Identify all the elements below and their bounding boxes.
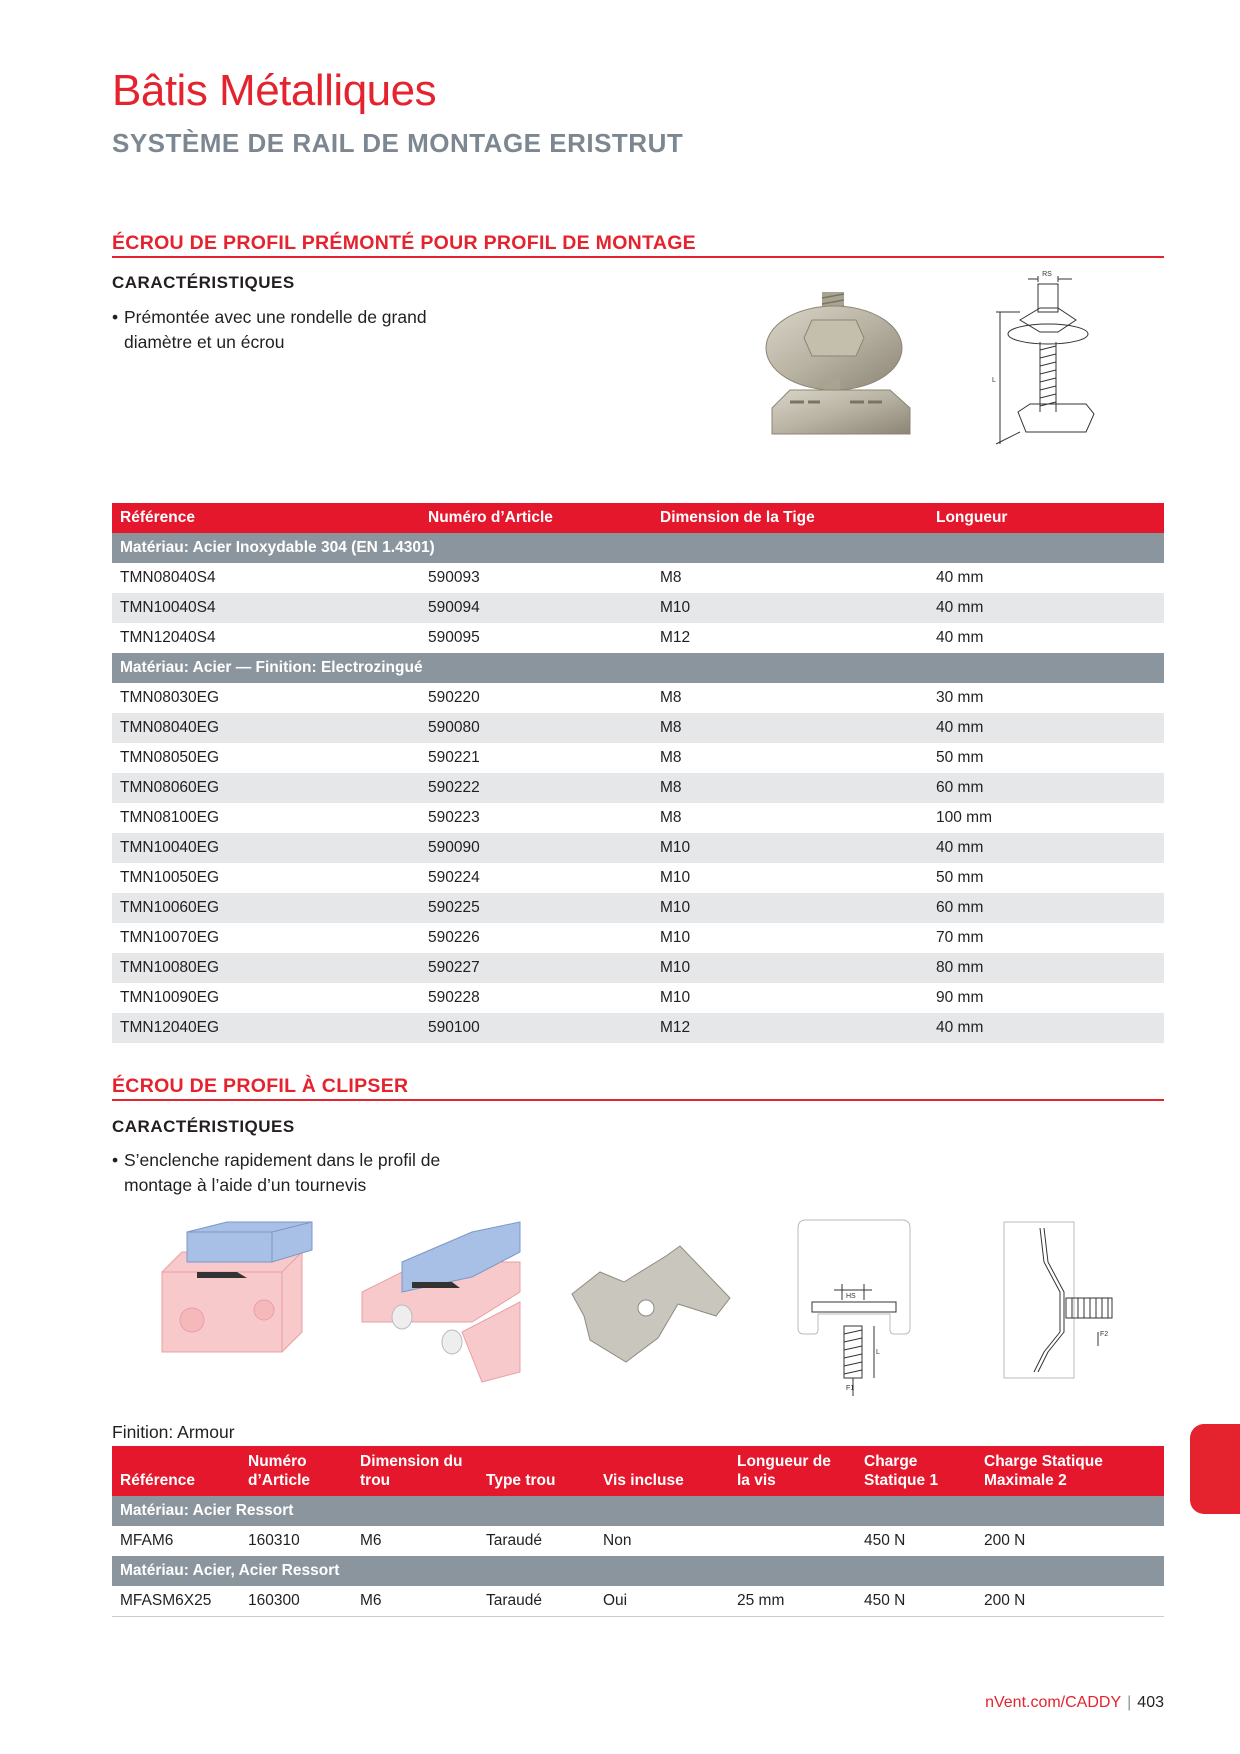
table-cell: MFAM6 bbox=[120, 1532, 174, 1549]
table-cell: TMN10070EG bbox=[120, 929, 220, 946]
table-cell: TMN08050EG bbox=[120, 749, 220, 766]
table-cell: 160310 bbox=[248, 1532, 300, 1549]
table-cell: M8 bbox=[652, 773, 928, 803]
dimension-label-hs: HS bbox=[846, 1293, 856, 1300]
product-table-prem-nut bbox=[112, 503, 1164, 1043]
illustration-clip-nut-on-tray bbox=[362, 1222, 520, 1382]
table-cell: M8 bbox=[660, 689, 682, 706]
page-title: Bâtis Métalliques bbox=[112, 66, 437, 115]
table-cell: M8 bbox=[660, 569, 682, 586]
table-cell: 50 mm bbox=[936, 749, 984, 766]
footer-separator: | bbox=[1127, 1694, 1132, 1711]
table-row bbox=[112, 923, 1164, 953]
table-cell: 200 N bbox=[976, 1586, 1164, 1616]
table-cell: M6 bbox=[360, 1532, 382, 1549]
table-cell: TMN08060EG bbox=[112, 773, 420, 803]
table-cell: 200 N bbox=[984, 1532, 1026, 1549]
table-cell: Non bbox=[603, 1532, 632, 1549]
section-title: ÉCROU DE PROFIL PRÉMONTÉ POUR PROFIL DE MONTAGE bbox=[112, 232, 696, 254]
table-cell: M12 bbox=[652, 1013, 928, 1043]
section-divider bbox=[112, 1099, 1164, 1101]
col-header-article: Numéro d’Article bbox=[240, 1446, 352, 1496]
table-cell: M10 bbox=[652, 893, 928, 923]
table-cell: 450 N bbox=[856, 1586, 976, 1616]
force-label-f2: F2 bbox=[1100, 1331, 1109, 1338]
material-label: Matériau: Acier, Acier Ressort bbox=[112, 1556, 1164, 1586]
table-cell: 40 mm bbox=[936, 569, 984, 586]
table-row bbox=[112, 1526, 1164, 1556]
table-cell: TMN10050EG bbox=[120, 869, 220, 886]
col-header-static-load-max-2: Charge Statique Maximale 2 bbox=[976, 1446, 1164, 1496]
table-cell: TMN12040EG bbox=[112, 1013, 420, 1043]
col-header-article: Numéro d’Article bbox=[420, 503, 652, 533]
section-title: ÉCROU DE PROFIL À CLIPSER bbox=[112, 1075, 409, 1097]
table-cell: 40 mm bbox=[928, 593, 1164, 623]
table-cell: 590224 bbox=[428, 869, 480, 886]
table-row bbox=[112, 863, 1164, 893]
table-cell: 590225 bbox=[420, 893, 652, 923]
table-row bbox=[112, 623, 1164, 653]
table-cell: 40 mm bbox=[936, 629, 984, 646]
table-cell: 590090 bbox=[420, 833, 652, 863]
table-cell: 590094 bbox=[420, 593, 652, 623]
table-cell: M12 bbox=[660, 629, 691, 646]
table-cell: TMN10060EG bbox=[112, 893, 420, 923]
table-cell: 450 N bbox=[864, 1532, 906, 1549]
table-cell: 590080 bbox=[420, 713, 652, 743]
table-cell: 90 mm bbox=[936, 989, 984, 1006]
table-cell: TMN08030EG bbox=[120, 689, 220, 706]
table-cell: 590226 bbox=[428, 929, 480, 946]
page-subtitle: SYSTÈME DE RAIL DE MONTAGE ERISTRUT bbox=[112, 128, 684, 158]
table-cell: M10 bbox=[652, 593, 928, 623]
table-row bbox=[112, 713, 1164, 743]
feature-text: S’enclenche rapidement dans le profil de montage à l’aide d’un tournevis bbox=[124, 1150, 441, 1195]
table-row bbox=[112, 983, 1164, 1013]
table-cell: 50 mm bbox=[936, 869, 984, 886]
material-label: Matériau: Acier — Finition: Electrozingué bbox=[112, 653, 1164, 683]
table-cell: 590223 bbox=[428, 809, 480, 826]
characteristics-heading: CARACTÉRISTIQUES bbox=[112, 273, 295, 292]
material-group-row bbox=[112, 1556, 1164, 1586]
table-row bbox=[112, 1013, 1164, 1043]
table-row bbox=[112, 953, 1164, 983]
table-row bbox=[112, 833, 1164, 863]
illustration-clip-nut-on-box bbox=[152, 1222, 314, 1372]
table-cell: 590222 bbox=[420, 773, 652, 803]
table-cell: 40 mm bbox=[928, 833, 1164, 863]
table-cell: M6 bbox=[352, 1586, 478, 1616]
table-header-row bbox=[112, 1446, 1164, 1496]
col-header-reference: Référence bbox=[112, 1446, 240, 1496]
product-photo-channel-nut bbox=[760, 278, 930, 448]
table-cell: 590093 bbox=[428, 569, 480, 586]
product-table-clip-nut bbox=[112, 1446, 1164, 1617]
technical-drawing-clip-in-channel bbox=[790, 1218, 920, 1398]
material-label: Matériau: Acier Ressort bbox=[112, 1496, 1164, 1526]
col-header-reference: Référence bbox=[112, 503, 420, 533]
technical-drawing-clip-side bbox=[1000, 1222, 1120, 1378]
table-cell: TMN10040S4 bbox=[112, 593, 420, 623]
section-divider bbox=[112, 256, 1164, 258]
table-header-row bbox=[112, 503, 1164, 533]
table-row bbox=[112, 893, 1164, 923]
table-row bbox=[112, 683, 1164, 713]
table-cell: M8 bbox=[660, 749, 682, 766]
material-group-row bbox=[112, 653, 1164, 683]
table-cell: 70 mm bbox=[936, 929, 984, 946]
table-cell bbox=[729, 1526, 856, 1556]
table-cell: 590227 bbox=[420, 953, 652, 983]
table-cell: M10 bbox=[660, 989, 691, 1006]
material-group-row bbox=[112, 533, 1164, 563]
table-cell: 100 mm bbox=[936, 809, 992, 826]
table-row bbox=[112, 773, 1164, 803]
table-cell: 40 mm bbox=[928, 713, 1164, 743]
table-cell: M8 bbox=[660, 809, 682, 826]
col-header-hole-size: Dimension du trou bbox=[352, 1446, 478, 1496]
table-cell: MFASM6X25 bbox=[112, 1586, 240, 1616]
table-cell: M10 bbox=[652, 833, 928, 863]
feature-bullet bbox=[112, 305, 492, 355]
table-cell: 590228 bbox=[428, 989, 480, 1006]
dimension-label-l: L bbox=[876, 1349, 880, 1356]
table-body bbox=[112, 1496, 1164, 1616]
table-cell: TMN10080EG bbox=[112, 953, 420, 983]
footer-website-link[interactable]: nVent.com/CADDY bbox=[985, 1694, 1122, 1711]
material-group-row bbox=[112, 1496, 1164, 1526]
table-cell: TMN08100EG bbox=[120, 809, 220, 826]
table-cell: TMN10040EG bbox=[112, 833, 420, 863]
photo-clip-nut bbox=[566, 1246, 730, 1362]
table-row bbox=[112, 803, 1164, 833]
col-header-hole-type: Type trou bbox=[478, 1446, 595, 1496]
force-label-f1: F1 bbox=[846, 1385, 855, 1392]
table-cell: 590095 bbox=[428, 629, 480, 646]
table-cell: 40 mm bbox=[928, 1013, 1164, 1043]
table-row bbox=[112, 593, 1164, 623]
dimension-label-rs: RS bbox=[1042, 271, 1052, 278]
table-cell: TMN08040S4 bbox=[120, 569, 216, 586]
table-row bbox=[112, 1586, 1164, 1616]
table-cell: TMN10090EG bbox=[120, 989, 220, 1006]
table-cell: 160300 bbox=[240, 1586, 352, 1616]
page-footer bbox=[985, 1694, 1164, 1712]
table-cell: TMN12040S4 bbox=[120, 629, 216, 646]
col-header-length: Longueur bbox=[928, 503, 1164, 533]
technical-drawing-channel-nut bbox=[990, 272, 1090, 452]
table-row bbox=[112, 743, 1164, 773]
table-cell: Taraudé bbox=[486, 1532, 543, 1549]
table-cell: 80 mm bbox=[928, 953, 1164, 983]
finish-label: Finition: Armour bbox=[112, 1422, 235, 1442]
col-header-rod-size: Dimension de la Tige bbox=[652, 503, 928, 533]
bullet-dot-icon: • bbox=[112, 307, 119, 327]
feature-text: Prémontée avec une rondelle de grand diamètre et un écrou bbox=[124, 307, 427, 352]
table-cell: 25 mm bbox=[729, 1586, 856, 1616]
bullet-dot-icon: • bbox=[112, 1150, 119, 1170]
table-cell: TMN08040EG bbox=[112, 713, 420, 743]
material-label: Matériau: Acier Inoxydable 304 (EN 1.4301) bbox=[112, 533, 1164, 563]
table-cell: Taraudé bbox=[478, 1586, 595, 1616]
table-cell: M10 bbox=[660, 869, 691, 886]
table-cell: 60 mm bbox=[928, 893, 1164, 923]
section-tab-marker bbox=[1190, 1424, 1240, 1514]
characteristics-heading: CARACTÉRISTIQUES bbox=[112, 1117, 295, 1136]
table-cell: Oui bbox=[595, 1586, 729, 1616]
dimension-label-l: L bbox=[992, 377, 996, 384]
table-cell: 30 mm bbox=[936, 689, 984, 706]
table-cell: 590220 bbox=[428, 689, 480, 706]
table-cell: M10 bbox=[660, 929, 691, 946]
table-cell: M10 bbox=[652, 953, 928, 983]
col-header-screw-included: Vis incluse bbox=[595, 1446, 729, 1496]
table-row bbox=[112, 563, 1164, 593]
table-cell: 590221 bbox=[428, 749, 480, 766]
page-number: 403 bbox=[1137, 1694, 1164, 1711]
table-cell: M8 bbox=[652, 713, 928, 743]
col-header-static-load-1: Charge Statique 1 bbox=[856, 1446, 976, 1496]
table-body bbox=[112, 533, 1164, 1043]
table-cell: 60 mm bbox=[928, 773, 1164, 803]
feature-bullet bbox=[112, 1148, 492, 1198]
table-cell: 590100 bbox=[420, 1013, 652, 1043]
col-header-screw-length: Longueur de la vis bbox=[729, 1446, 856, 1496]
